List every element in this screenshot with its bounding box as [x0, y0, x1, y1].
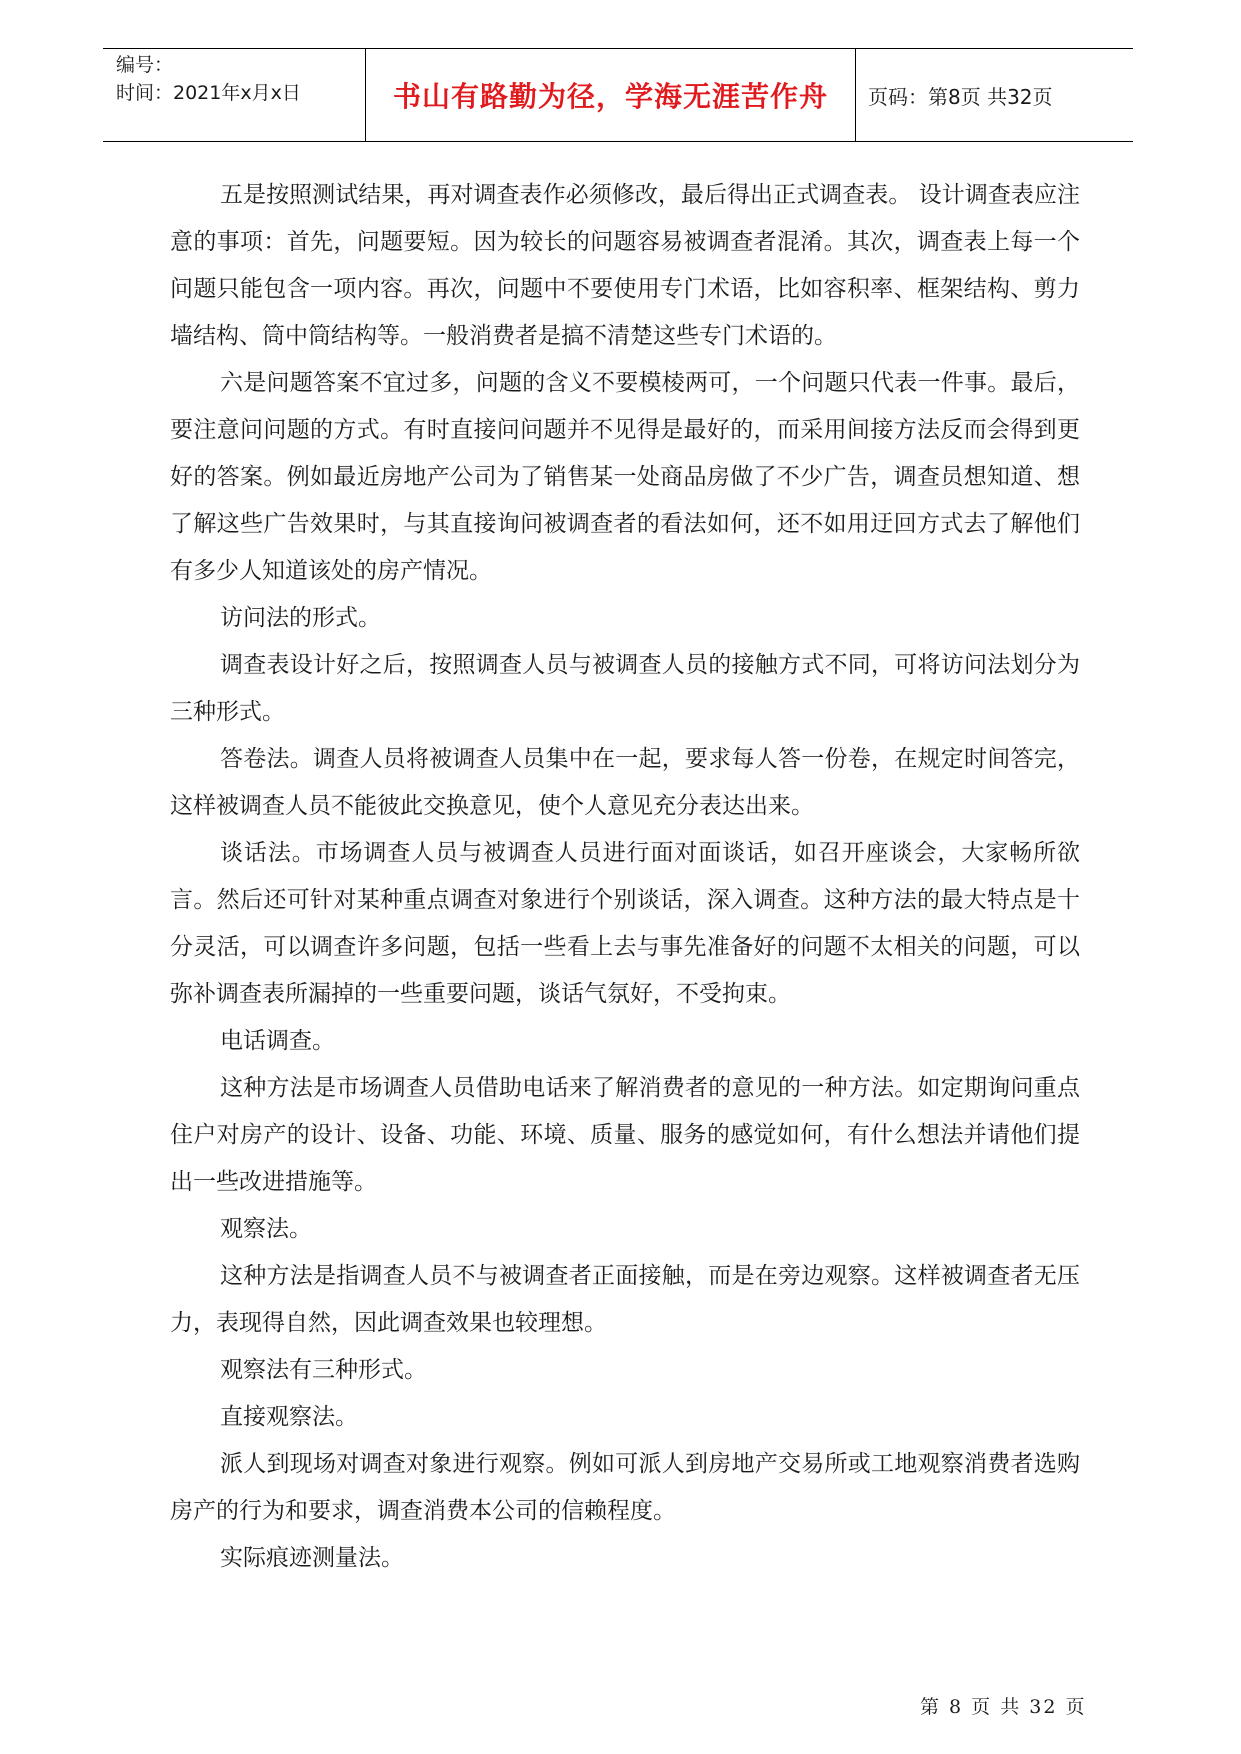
paragraph: 调查表设计好之后，按照调查人员与被调查人员的接触方式不同，可将访问法划分为三种形式。 [170, 652, 1080, 725]
document-time-label: 时间：2021年x月x日 [116, 82, 301, 104]
paragraph: 谈话法。市场调查人员与被调查人员进行面对面谈话，如召开座谈会，大家畅所欲言。然后还可针对某种重点调查对象进行个别谈话，深入调查。这种方法的最大特点是十分灵活，可以调查许多问题，包括一些看上去与事先准备好的问题不太相关的问题，可以弥补调查表所漏掉的一些重要问题，谈话气氛好，不受拘束。 [170, 840, 1080, 1007]
paragraph: 答卷法。调查人员将被调查人员集中在一起，要求每人答一份卷，在规定时间答完，这样被调查人员不能彼此交换意见，使个人意见充分表达出来。 [170, 746, 1080, 819]
paragraph: 这种方法是市场调查人员借助电话来了解消费者的意见的一种方法。如定期询问重点住户对房产的设计、设备、功能、环境、质量、服务的感觉如何，有什么想法并请他们提出一些改进措施等。 [170, 1075, 1080, 1195]
section-heading: 观察法。 [220, 1216, 312, 1242]
page-header [103, 48, 1133, 142]
page-footer: 第 8 页 共 32 页 [920, 1696, 1087, 1718]
section-heading: 电话调查。 [220, 1028, 335, 1054]
document-number-label: 编号： [116, 54, 174, 76]
paragraph: 五是按照测试结果，再对调查表作必须修改，最后得出正式调查表。 设计调查表应注意的事项：首先，问题要短。因为较长的问题容易被调查者混淆。其次，调查表上每一个问题只能包含一项内容。再次，问题中不要使用专门术语，比如容积率、框架结构、剪力墙结构、筒中筒结构等。一般消费者是搞不清楚这些专门术语的。 [170, 182, 1080, 349]
document-body [170, 172, 1080, 1582]
paragraph: 派人到现场对调查对象进行观察。例如可派人到房地产交易所或工地观察消费者选购房产的行为和要求，调查消费本公司的信赖程度。 [170, 1451, 1080, 1524]
section-heading: 实际痕迹测量法。 [220, 1545, 404, 1571]
header-motto: 书山有路勤为径，学海无涯苦作舟 [366, 49, 856, 141]
header-page-info: 页码：第8页 共32页 [868, 84, 1053, 109]
paragraph: 六是问题答案不宜过多，问题的含义不要模棱两可，一个问题只代表一件事。最后，要注意问问题的方式。有时直接问问题并不见得是最好的，而采用间接方法反而会得到更好的答案。例如最近房地产公司为了销售某一处商品房做了不少广告，调查员想知道、想了解这些广告效果时，与其直接询问被调查者的看法如何，还不如用迂回方式去了解他们有多少人知道该处的房产情况。 [170, 370, 1080, 584]
section-heading: 访问法的形式。 [220, 605, 381, 631]
section-heading: 直接观察法。 [220, 1404, 358, 1430]
paragraph: 观察法有三种形式。 [220, 1357, 427, 1383]
paragraph: 这种方法是指调查人员不与被调查者正面接触，而是在旁边观察。这样被调查者无压力，表现得自然，因此调查效果也较理想。 [170, 1263, 1080, 1336]
header-meta [103, 49, 366, 141]
